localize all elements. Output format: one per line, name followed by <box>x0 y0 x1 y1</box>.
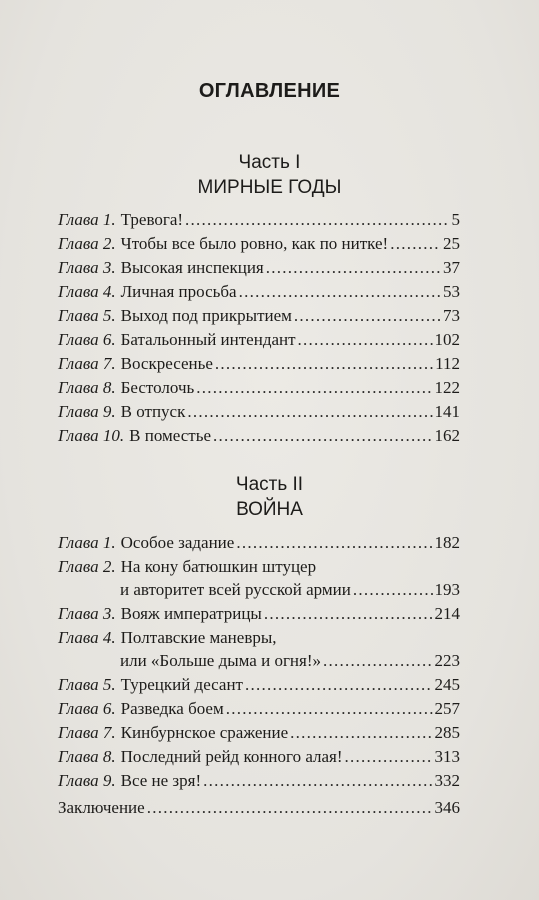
chapter-title: Последний рейд конного алая! <box>120 747 343 766</box>
chapter-number: Глава 2. <box>58 234 116 253</box>
chapter-title: Высокая инспекция <box>120 258 264 277</box>
toc-entry <box>58 280 460 304</box>
chapter-title: Особое задание <box>120 533 235 552</box>
chapter-title: В поместье <box>129 426 212 445</box>
part-1-name: МИРНЫЕ ГОДЫ <box>197 177 342 198</box>
chapter-number: Глава 8. <box>58 378 116 397</box>
page-number: 102 <box>434 330 460 349</box>
chapter-title: Чтобы все было ровно, как по нитке! <box>120 234 389 253</box>
chapter-number: Глава 4. <box>58 628 116 647</box>
chapter-title: Турецкий десант <box>120 675 243 694</box>
page-number: 223 <box>434 651 460 670</box>
toc-entry <box>58 602 460 626</box>
page-number: 214 <box>434 604 460 623</box>
page-number: 285 <box>434 723 460 742</box>
page-number: 53 <box>443 282 460 301</box>
chapter-title: Разведка боем <box>120 699 224 718</box>
page-number: 193 <box>434 580 460 599</box>
chapter-title: В отпуск <box>120 402 186 421</box>
chapter-number: Глава 2. <box>58 557 116 576</box>
toc-entry <box>58 796 460 820</box>
chapter-number: Глава 10. <box>58 426 125 445</box>
chapter-title-continued: и авторитет всей русской армии <box>120 580 351 599</box>
toc-entry <box>58 352 460 376</box>
toc-entry <box>58 208 460 232</box>
page-number: 141 <box>434 402 460 421</box>
chapter-title: Батальонный интендант <box>120 330 296 349</box>
page-number: 313 <box>434 747 460 766</box>
chapter-title: Тревога! <box>120 210 184 229</box>
toc-heading: ОГЛАВЛЕНИЕ <box>198 80 341 102</box>
toc-entry <box>58 328 460 352</box>
chapter-title: На кону батюшкин штуцер <box>120 557 317 576</box>
chapter-number: Глава 1. <box>58 210 116 229</box>
toc-entry <box>58 256 460 280</box>
toc-entry <box>58 304 460 328</box>
chapter-title: Бестолочь <box>120 378 195 397</box>
chapter-title: Воскресенье <box>120 354 213 373</box>
chapter-number: Глава 9. <box>58 771 116 790</box>
chapter-title-continued: или «Больше дыма и огня!» <box>120 651 321 670</box>
part-2-label: Часть II <box>235 474 304 495</box>
chapter-number: Глава 4. <box>58 282 116 301</box>
part-2-chapter-list <box>58 531 460 793</box>
page-number: 162 <box>434 426 460 445</box>
page-number: 257 <box>434 699 460 718</box>
chapter-title: Вояж императрицы <box>120 604 262 623</box>
chapter-number: Глава 5. <box>58 675 116 694</box>
chapter-title: Кинбурнское сражение <box>120 723 289 742</box>
part-2-name: ВОЙНА <box>236 499 303 520</box>
page-number: 25 <box>443 234 460 253</box>
toc-entry <box>58 376 460 400</box>
part-1-chapter-list <box>58 208 460 448</box>
chapter-number: Глава 3. <box>58 604 116 623</box>
page-number: 5 <box>451 210 460 229</box>
chapter-title: Полтавские маневры, <box>120 628 277 647</box>
chapter-number: Глава 8. <box>58 747 116 766</box>
toc-entry <box>58 745 460 769</box>
chapter-number: Глава 5. <box>58 306 116 325</box>
chapter-number: Глава 6. <box>58 699 116 718</box>
page-number: 346 <box>434 798 460 817</box>
toc-entry <box>58 531 460 555</box>
chapter-number: Глава 9. <box>58 402 116 421</box>
conclusion-title: Заключение <box>58 798 145 817</box>
part-1-label: Часть I <box>238 152 301 173</box>
page-number: 112 <box>435 354 460 373</box>
toc-entry <box>58 424 460 448</box>
chapter-number: Глава 7. <box>58 354 116 373</box>
toc-entry <box>58 721 460 745</box>
chapter-number: Глава 6. <box>58 330 116 349</box>
chapter-number: Глава 1. <box>58 533 116 552</box>
toc-entry <box>58 626 460 673</box>
page-number: 73 <box>443 306 460 325</box>
toc-entry <box>58 232 460 256</box>
toc-entry <box>58 697 460 721</box>
toc-entry <box>58 555 460 602</box>
chapter-number: Глава 3. <box>58 258 116 277</box>
conclusion-entry <box>58 796 460 820</box>
page-number: 332 <box>434 771 460 790</box>
page-number: 122 <box>434 378 460 397</box>
chapter-title: Выход под прикрытием <box>120 306 292 325</box>
toc-entry <box>58 400 460 424</box>
page-number: 182 <box>434 533 460 552</box>
toc-entry <box>58 673 460 697</box>
page-number: 245 <box>434 675 460 694</box>
chapter-title: Все не зря! <box>120 771 202 790</box>
toc-entry <box>58 769 460 793</box>
chapter-title: Личная просьба <box>120 282 237 301</box>
page-number: 37 <box>443 258 460 277</box>
chapter-number: Глава 7. <box>58 723 116 742</box>
